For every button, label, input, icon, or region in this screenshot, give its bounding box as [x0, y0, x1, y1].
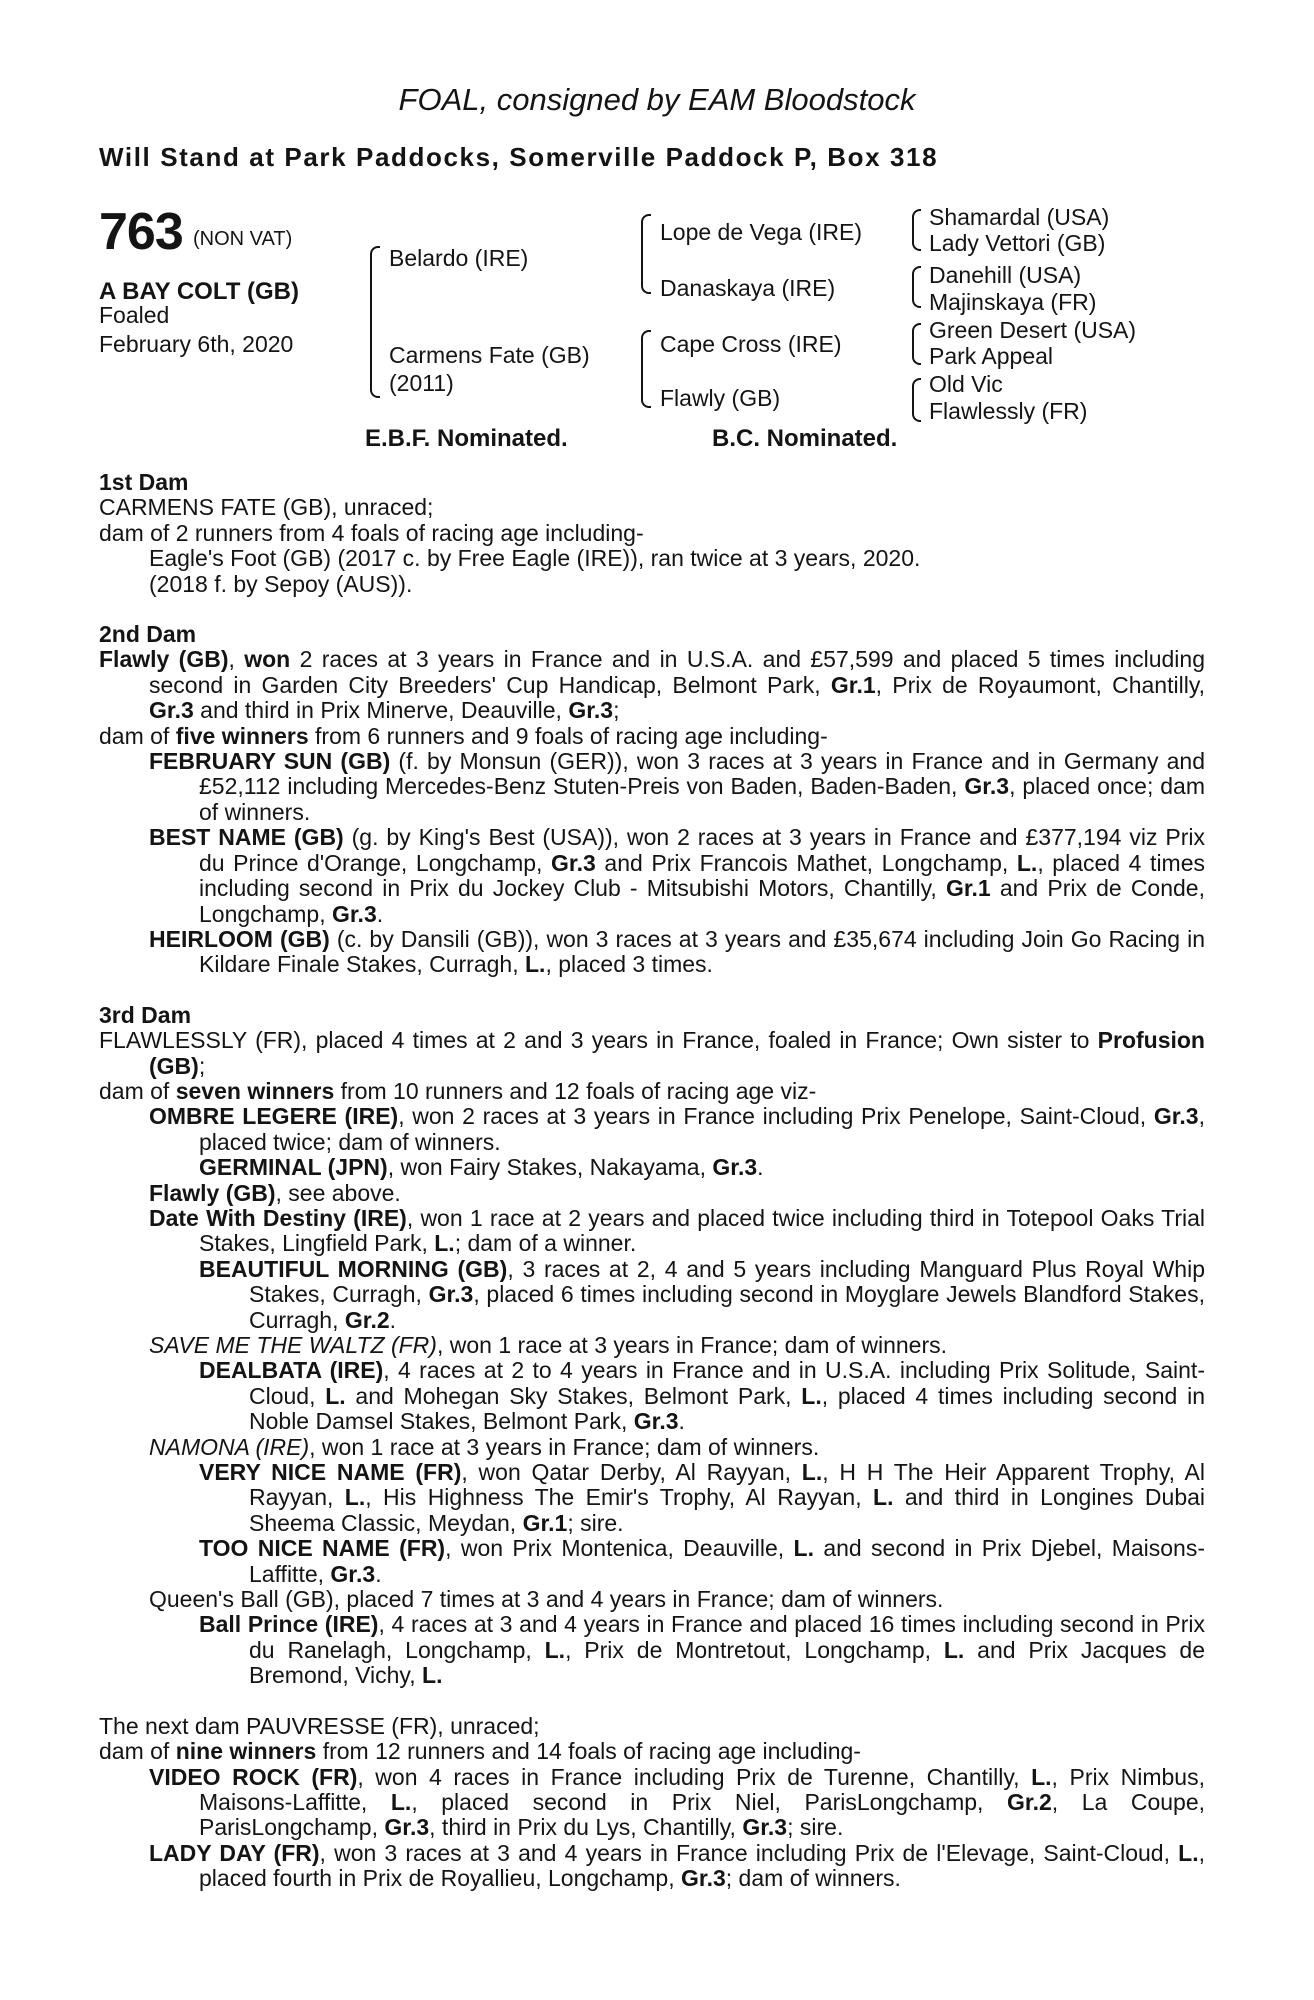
produce-item: VIDEO ROCK (FR), won 4 races in France including Prix de Turenne, Chantilly, L., Prix Nimbus, Maisons-Laffitte, L., placed second in Prix Niel, ParisLongchamp, Gr.2, La Coupe, ParisLongchamp, Gr.3, third in Prix du Lys, Chantilly, Gr.3; sire.	[149, 1763, 1205, 1841]
second-dam-heading: 2nd Dam	[99, 621, 197, 648]
produce-item: NAMONA (IRE), won 1 race at 3 years in France; dam of winners.	[149, 1433, 820, 1460]
vat-status: (NON VAT)	[193, 228, 293, 250]
foaled-label: Foaled	[99, 302, 170, 328]
third-dam-produce-intro: dam of seven winners from 10 runners and 12 foals of racing age viz-	[99, 1077, 817, 1104]
next-dam-produce-intro: dam of nine winners from 12 runners and 14 foals of racing age including-	[99, 1738, 861, 1765]
pedigree-gen2-2: Danaskaya (IRE)	[660, 275, 836, 301]
foaled-date: February 6th, 2020	[99, 331, 294, 357]
pedigree-gen2-4: Flawly (GB)	[660, 385, 781, 411]
pedigree-gen3-7: Old Vic	[929, 371, 1003, 397]
dam-line-brace	[641, 330, 651, 408]
second-dam-produce-intro: dam of five winners from 6 runners and 9 foals of racing age including-	[99, 722, 828, 749]
pedigree-gen3-3: Danehill (USA)	[929, 262, 1082, 288]
stand-location: Will Stand at Park Paddocks, Somerville Paddock P, Box 318	[99, 142, 939, 172]
produce-item: Eagle's Foot (GB) (2017 c. by Free Eagle (IRE)), ran twice at 3 years, 2020.	[149, 545, 921, 572]
pedigree-gen2-1: Lope de Vega (IRE)	[660, 219, 863, 245]
pedigree-gen3-8: Flawlessly (FR)	[929, 398, 1088, 424]
produce-item: Flawly (GB), see above.	[149, 1179, 401, 1206]
produce-item: (2018 f. by Sepoy (AUS)).	[149, 570, 413, 597]
brace-g3-1	[912, 209, 921, 251]
produce-item: BEST NAME (GB) (g. by King's Best (USA)), won 2 races at 3 years in France and £377,194 viz Prix du Prince d'Orange, Longchamp, Gr.3 and Prix Francois Mathet, Longchamp, L., placed 4 times including second in Prix du Jockey Club - Mitsubishi Motors, Chantilly, Gr.1 and Prix de Conde, Longchamp, Gr.3.	[149, 824, 1206, 927]
produce-item: SAVE ME THE WALTZ (FR), won 1 race at 3 years in France; dam of winners.	[149, 1332, 948, 1358]
second-dam-entry: Flawly (GB), won 2 races at 3 years in France and in U.S.A. and £57,599 and placed 5 times including second in Garden City Breeders' Cup Handicap, Belmont Park, Gr.1, Prix de Royaumont, Chantilly, Gr.3 and third in Prix Minerve, Deauville, Gr.3;	[99, 646, 1206, 724]
produce-item: DEALBATA (IRE), 4 races at 2 to 4 years in France and in U.S.A. including Prix Solitude, Saint-Cloud, L. and Mohegan Sky Stakes, Belmont Park, L., placed 4 times including second in Noble Damsel Stakes, Belmont Park, Gr.3.	[199, 1357, 1205, 1435]
sire-name: Belardo (IRE)	[389, 245, 529, 271]
produce-item: TOO NICE NAME (FR), won Prix Montenica, Deauville, L. and second in Prix Djebel, Maisons-Laffitte, Gr.3.	[199, 1535, 1205, 1587]
brace-g3-4	[912, 378, 921, 422]
pedigree-gen3-1: Shamardal (USA)	[929, 204, 1110, 230]
bc-nomination: B.C. Nominated.	[712, 425, 898, 452]
produce-item: BEAUTIFUL MORNING (GB), 3 races at 2, 4 and 5 years including Manguard Plus Royal Whip Stakes, Curragh, Gr.3, placed 6 times including second in Moyglare Jewels Blandford Stakes, Curragh, Gr.2.	[199, 1255, 1205, 1333]
first-dam-entry: CARMENS FATE (GB), unraced;	[99, 494, 434, 521]
third-dam-entry: FLAWLESSLY (FR), placed 4 times at 2 and 3 years in France, foaled in France; Own sister to Profusion (GB);	[99, 1027, 1205, 1079]
brace-g3-3	[912, 323, 921, 365]
produce-item: LADY DAY (FR), won 3 races at 3 and 4 years in France including Prix de l'Elevage, Saint-Cloud, L., placed fourth in Prix de Royallieu, Longchamp, Gr.3; dam of winners.	[149, 1839, 1205, 1892]
pedigree-gen3-2: Lady Vettori (GB)	[929, 230, 1106, 256]
dam-name: Carmens Fate (GB)	[389, 342, 590, 368]
produce-item: Queen's Ball (GB), placed 7 times at 3 and 4 years in France; dam of winners.	[149, 1586, 944, 1613]
pedigree-gen3-6: Park Appeal	[929, 343, 1054, 369]
page-title: FOAL, consigned by EAM Bloodstock	[398, 82, 916, 117]
lot-number: 763	[99, 203, 183, 261]
dam-year: (2011)	[389, 370, 454, 396]
catalogue-text	[99, 470, 1205, 1892]
pedigree-gen3-4: Majinskaya (FR)	[929, 289, 1097, 315]
produce-item: VERY NICE NAME (FR), won Qatar Derby, Al Rayyan, L., H H The Heir Apparent Trophy, Al Rayyan, L., His Highness The Emir's Trophy, Al Rayyan, L. and third in Longines Dubai Sheema Classic, Meydan, Gr.1; sire.	[199, 1459, 1206, 1536]
produce-item: FEBRUARY SUN (GB) (f. by Monsun (GER)), won 3 races at 3 years in France and in Germany and £52,112 including Mercedes-Benz Stuten-Preis von Baden, Baden-Baden, Gr.3, placed once; dam of winners.	[149, 748, 1206, 825]
pedigree-gen2-3: Cape Cross (IRE)	[660, 331, 842, 357]
produce-item: GERMINAL (JPN), won Fairy Stakes, Nakayama, Gr.3.	[199, 1154, 764, 1181]
third-dam-heading: 3rd Dam	[99, 1001, 192, 1028]
produce-item: OMBRE LEGERE (IRE), won 2 races at 3 years in France including Prix Penelope, Saint-Cloud, Gr.3, placed twice; dam of winners.	[149, 1103, 1205, 1155]
brace-g3-2	[912, 266, 921, 308]
produce-item: HEIRLOOM (GB) (c. by Dansili (GB)), won 3 races at 3 years and £35,674 including Join Go Racing in Kildare Finale Stakes, Curragh, L., placed 3 times.	[149, 925, 1205, 978]
ebf-nomination: E.B.F. Nominated.	[365, 425, 568, 452]
pedigree-gen3-5: Green Desert (USA)	[929, 317, 1137, 343]
first-dam-produce-intro: dam of 2 runners from 4 foals of racing age including-	[99, 519, 644, 546]
sire-dam-brace	[370, 246, 380, 398]
sire-line-brace	[641, 214, 651, 294]
first-dam-heading: 1st Dam	[99, 469, 189, 495]
lot-description: A BAY COLT (GB)	[99, 278, 300, 305]
next-dam-entry: The next dam PAUVRESSE (FR), unraced;	[99, 1712, 540, 1739]
produce-item: Ball Prince (IRE), 4 races at 3 and 4 years in France and placed 16 times including second in Prix du Ranelagh, Longchamp, L., Prix de Montretout, Longchamp, L. and Prix Jacques de Bremond, Vichy, L.	[199, 1611, 1205, 1689]
produce-item: Date With Destiny (IRE), won 1 race at 2 years and placed twice including third in Totepool Oaks Trial Stakes, Lingfield Park, L.; dam of a winner.	[149, 1204, 1206, 1257]
